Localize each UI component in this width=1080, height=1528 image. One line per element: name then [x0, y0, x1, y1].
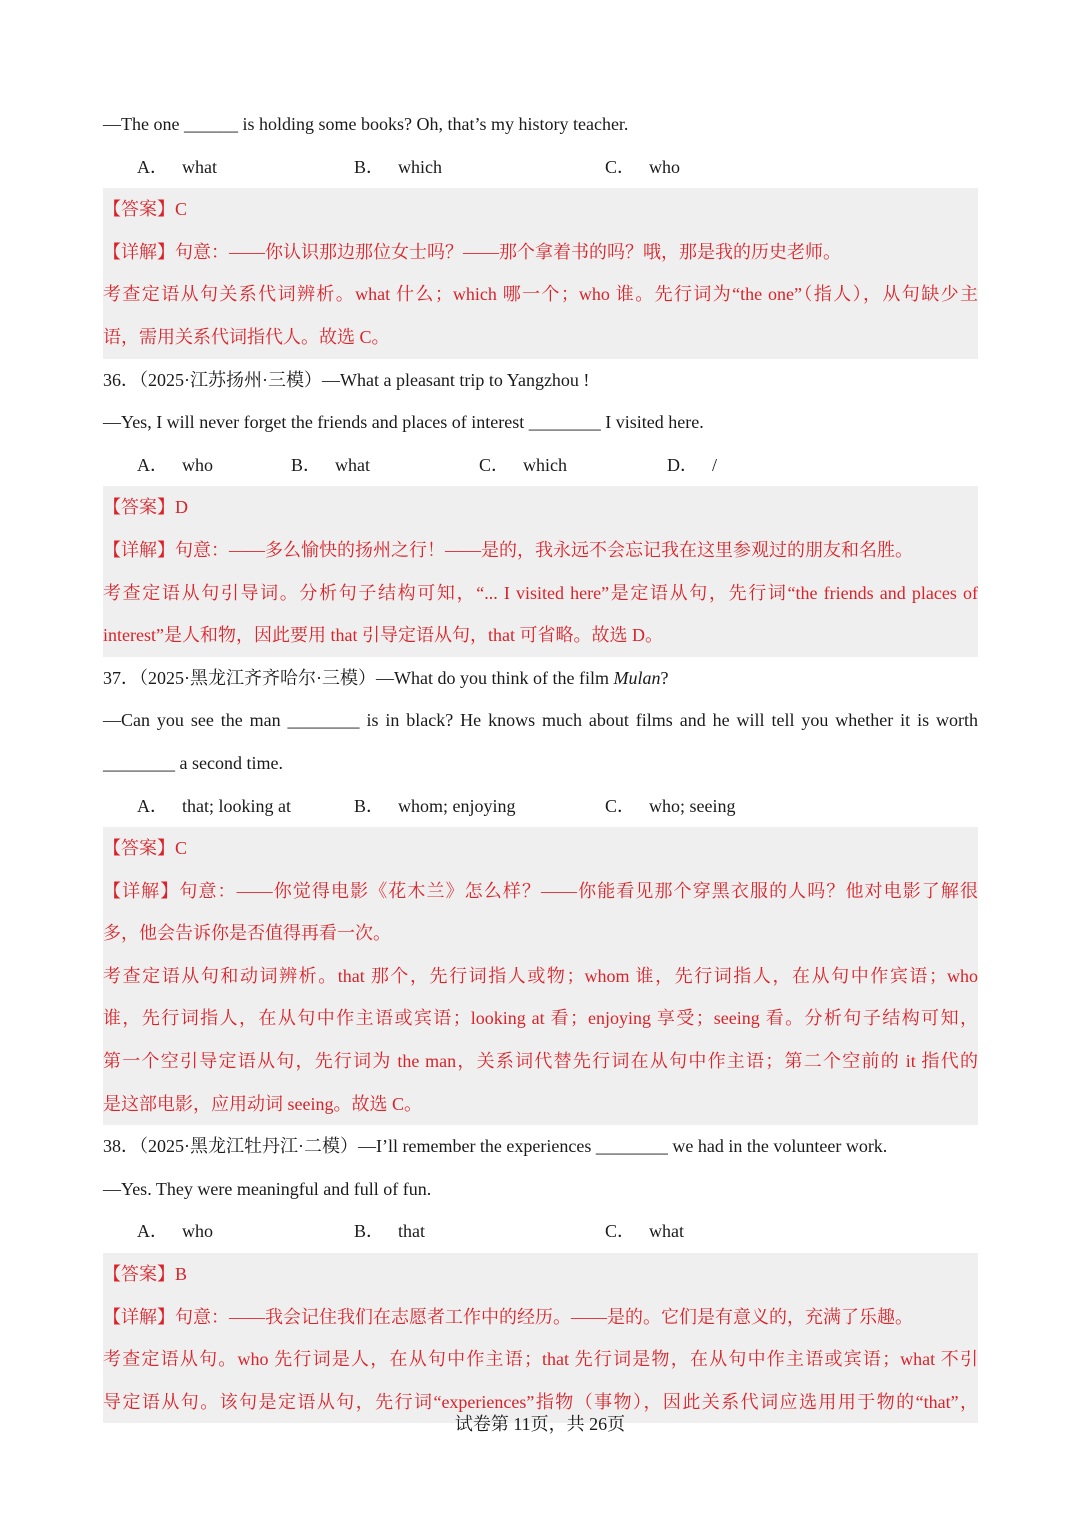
q36-answer-box	[103, 486, 978, 656]
q36-options	[103, 444, 978, 487]
q38-detail-line2: 考查定语从句。who 先行词是人，在从句中作主语；that 先行词是物，在从句中作主语或宾语；what 不引	[103, 1349, 978, 1370]
q37-stem-line2: —Can you see the man ________ is in black? He knows much about films and he will tell you whether it is worth	[103, 710, 978, 731]
q38-options	[103, 1210, 978, 1253]
q38-detail-line1: 【详解】句意：——我会记住我们在志愿者工作中的经历。——是的。它们是有意义的，充满了乐趣。	[103, 1306, 913, 1327]
q37-answer: 【答案】C	[103, 838, 188, 859]
q36-stem-line2: —Yes, I will never forget the friends and places of interest ________ I visited here.	[103, 412, 704, 433]
q35-options	[103, 146, 978, 189]
q35-option-c: C． who	[605, 156, 681, 177]
q38-option-b: B． that	[354, 1221, 426, 1242]
q38-option-a: A． who	[137, 1221, 213, 1242]
q37-detail-line5: 第一个空引导定语从句，先行词为 the man，关系词代替先行词在从句中作主语；第二个空前的 it 指代的	[103, 1051, 978, 1072]
q37-detail-line1: 【详解】句意：——你觉得电影《花木兰》怎么样？——你能看见那个穿黑衣服的人吗？他对电影了解很	[103, 880, 978, 901]
q37-options	[103, 785, 978, 828]
q35-answer: 【答案】C	[103, 199, 188, 220]
q37-detail-line2: 多，他会告诉你是否值得再看一次。	[103, 923, 391, 944]
page-footer: 试卷第 11页，共 26页	[454, 1414, 626, 1434]
q36-option-b: B． what	[291, 454, 371, 475]
q35-answer-box	[103, 188, 978, 358]
q37-stem-line3: ________ a second time.	[103, 752, 283, 773]
q36-detail-line2: 考查定语从句引导词。分析句子结构可知，“... I visited here”是定语从句，先行词“the friends and places of	[103, 582, 978, 603]
q37-detail-line3: 考查定语从句和动词辨析。that 那个，先行词指人或物；whom 谁，先行词指人，在从句中作宾语；who	[103, 965, 978, 986]
q38-answer-box	[103, 1253, 978, 1423]
q38-answer: 【答案】B	[103, 1264, 188, 1285]
q37-option-a: A． that; looking at	[137, 795, 291, 816]
q38-option-c: C． what	[605, 1221, 685, 1242]
q37-detail-line4: 谁，先行词指人，在从句中作主语或宾语；looking at 看；enjoying 享受；seeing 看。分析句子结构可知，	[103, 1008, 978, 1029]
q37-detail-line6: 是这部电影，应用动词 seeing。故选 C。	[103, 1093, 422, 1114]
q37-option-c: C． who; seeing	[605, 795, 736, 816]
q36-option-d: D． /	[667, 454, 718, 475]
q35-option-a: A． what	[137, 156, 217, 177]
q37-stem-line1: 37．（2025·黑龙江齐齐哈尔·三模）—What do you think of the film Mulan?	[103, 667, 669, 688]
q36-answer: 【答案】D	[103, 497, 188, 518]
q35-detail-line2: 考查定语从句关系代词辨析。what 什么；which 哪一个；who 谁。先行词为“the one”（指人），从句缺少主	[103, 284, 978, 305]
q35-detail-line1: 【详解】句意：——你认识那边那位女士吗？——那个拿着书的吗？哦，那是我的历史老师。	[103, 241, 841, 262]
q36-detail-line1: 【详解】句意：——多么愉快的扬州之行！——是的，我永远不会忘记我在这里参观过的朋友和名胜。	[103, 539, 913, 560]
q35-stem-line2: —The one ______ is holding some books? Oh, that’s my history teacher.	[103, 114, 629, 134]
q37-option-b: B． whom; enjoying	[354, 795, 516, 816]
q35-option-b: B． which	[354, 156, 443, 177]
film-title: Mulan	[613, 667, 661, 688]
q35-detail-line3: 语，需用关系代词指代人。故选 C。	[103, 326, 390, 347]
q38-stem-line1: 38．（2025·黑龙江牡丹江·二模）—I’ll remember the experiences ________ we had in the volunteer work.	[103, 1136, 888, 1157]
q37-answer-box	[103, 827, 978, 1125]
q36-detail-line3: interest”是人和物，因此要用 that 引导定语从句，that 可省略。故选 D。	[103, 625, 663, 646]
q36-option-c: C． which	[479, 454, 568, 475]
q38-stem-line2: —Yes. They were meaningful and full of fun.	[103, 1178, 432, 1199]
q36-option-a: A． who	[137, 454, 213, 475]
q38-detail-line3: 导定语从句。该句是定语从句，先行词“experiences”指物（事物），因此关系代词应选用用于物的“that”，	[103, 1391, 978, 1412]
q36-stem-line1: 36．（2025·江苏扬州·三模）—What a pleasant trip to Yangzhou !	[103, 369, 590, 390]
page-content	[103, 103, 978, 1423]
